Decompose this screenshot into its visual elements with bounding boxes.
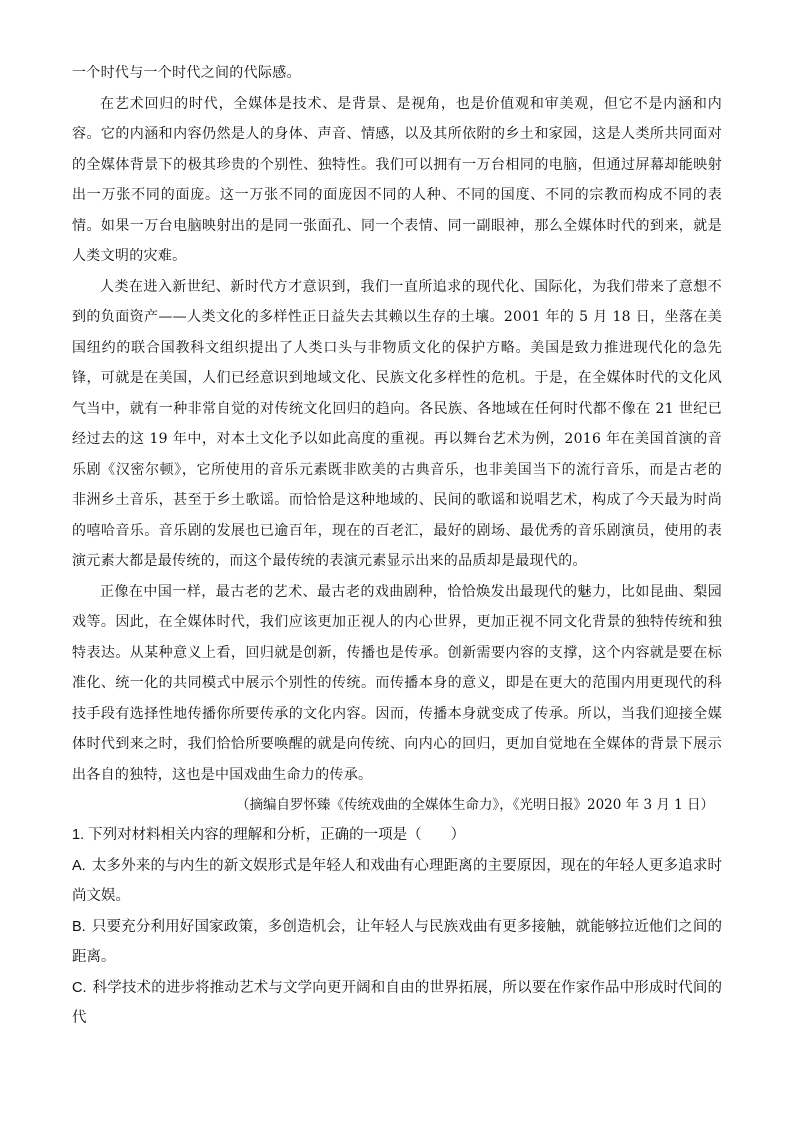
option-text: 太多外来的与内生的新文娱形式是年轻人和戏曲有心理距离的主要原因，现在的年轻人更多追求时尚文娱。 (72, 857, 722, 904)
passage-paragraph-1: 在艺术回归的时代，全媒体是技术、是背景、是视角，也是价值观和审美观，但它不是内涵和内容。它的内涵和内容仍然是人的身体、声音、情感，以及其所依附的乡土和家园，这是人类所共同面对的全媒体背景下的极其珍贵的个别性、独特性。我们可以拥有一万台相同的电脑，但通过屏幕却能映射出一万张不同的面庞。这一万张不同的面庞因不同的人种、不同的国度、不同的宗教而构成不同的表情。如果一万台电脑映射出的是同一张面孔、同一个表情、同一副眼神，那么全媒体时代的到来，就是人类文明的灾难。 (72, 95, 722, 264)
option-letter: C. (72, 979, 87, 996)
option-text: 科学技术的进步将推动艺术与文学向更开阔和自由的世界拓展，所以要在作家作品中形成时代间的代 (72, 979, 722, 1026)
passage-paragraph-3: 正像在中国一样，最古老的艺术、最古老的戏曲剧种，恰恰焕发出最现代的魅力，比如昆曲、梨园戏等。因此，在全媒体时代，我们应该更加正视人的内心世界，更加正视不同文化背景的独特传统和独特表达。从某种意义上看，回归就是创新，传播也是传承。创新需要内容的支撑，这个内容就是要在标准化、统一化的共同模式中展示个别性的传统。而传播本身的意义，即是在更大的范围内用更现代的科技手段有选择性地传播你所要传承的文化内容。因而，传播本身就变成了传承。所以，当我们迎接全媒体时代到来之时，我们恰恰所要唤醒的就是向传统、向内心的回归，更加自觉地在全媒体的背景下展示出各自的独特，这也是中国戏曲生命力的传承。 (72, 583, 722, 783)
option-letter: B. (72, 918, 86, 935)
option-a (72, 851, 722, 912)
option-b (72, 912, 722, 973)
option-c (72, 973, 722, 1034)
passage-paragraph-0: 一个时代与一个时代之间的代际感。 (72, 65, 301, 81)
document-page (72, 58, 722, 1034)
question-stem: 1. 下列对材料相关内容的理解和分析，正确的一项是（ ） (72, 827, 466, 843)
reading-passage (72, 58, 722, 790)
question-block (72, 820, 722, 1034)
option-letter: A. (72, 857, 86, 874)
passage-paragraph-2: 人类在进入新世纪、新时代方才意识到，我们一直所追求的现代化、国际化，为我们带来了意想不到的负面资产——人类文化的多样性正日益失去其赖以生存的土壤。2001 年的 5 月 18 日，坐落在美国纽约的联合国教科文组织提出了人类口头与非物质文化的保护方略。美国是致力推进现代化的急先锋，可就是在美国，人们已经意识到地域文化、民族文化多样性的危机。于是，在全媒体时代的文化风气当中，就有一种非常自觉的对传统文化回归的趋向。各民族、各地域在任何时代都不像在 21 世纪已经过去的这 19 年中，对本土文化予以如此高度的重视。再以舞台艺术为例，2016 年在美国首演的音乐剧《汉密尔顿》，它所使用的音乐元素既非欧美的古典音乐，也非美国当下的流行音乐，而是古老的非洲乡土音乐，甚至于乡土歌谣。而恰恰是这种地域的、民间的歌谣和说唱艺术，构成了今天最为时尚的嘻哈音乐。音乐剧的发展也已逾百年，现在的百老汇，最好的剧场、最优秀的音乐剧演员，使用的表演元素大都是最传统的，而这个最传统的表演元素显示出来的品质却是最现代的。 (72, 278, 722, 569)
source-citation: （摘编自罗怀臻《传统戏曲的全媒体生命力》，《光明日报》2020 年 3 月 1 日） (236, 797, 714, 813)
option-text: 只要充分利用好国家政策，多创造机会，让年轻人与民族戏曲有更多接触，就能够拉近他们之间的距离。 (72, 918, 722, 965)
